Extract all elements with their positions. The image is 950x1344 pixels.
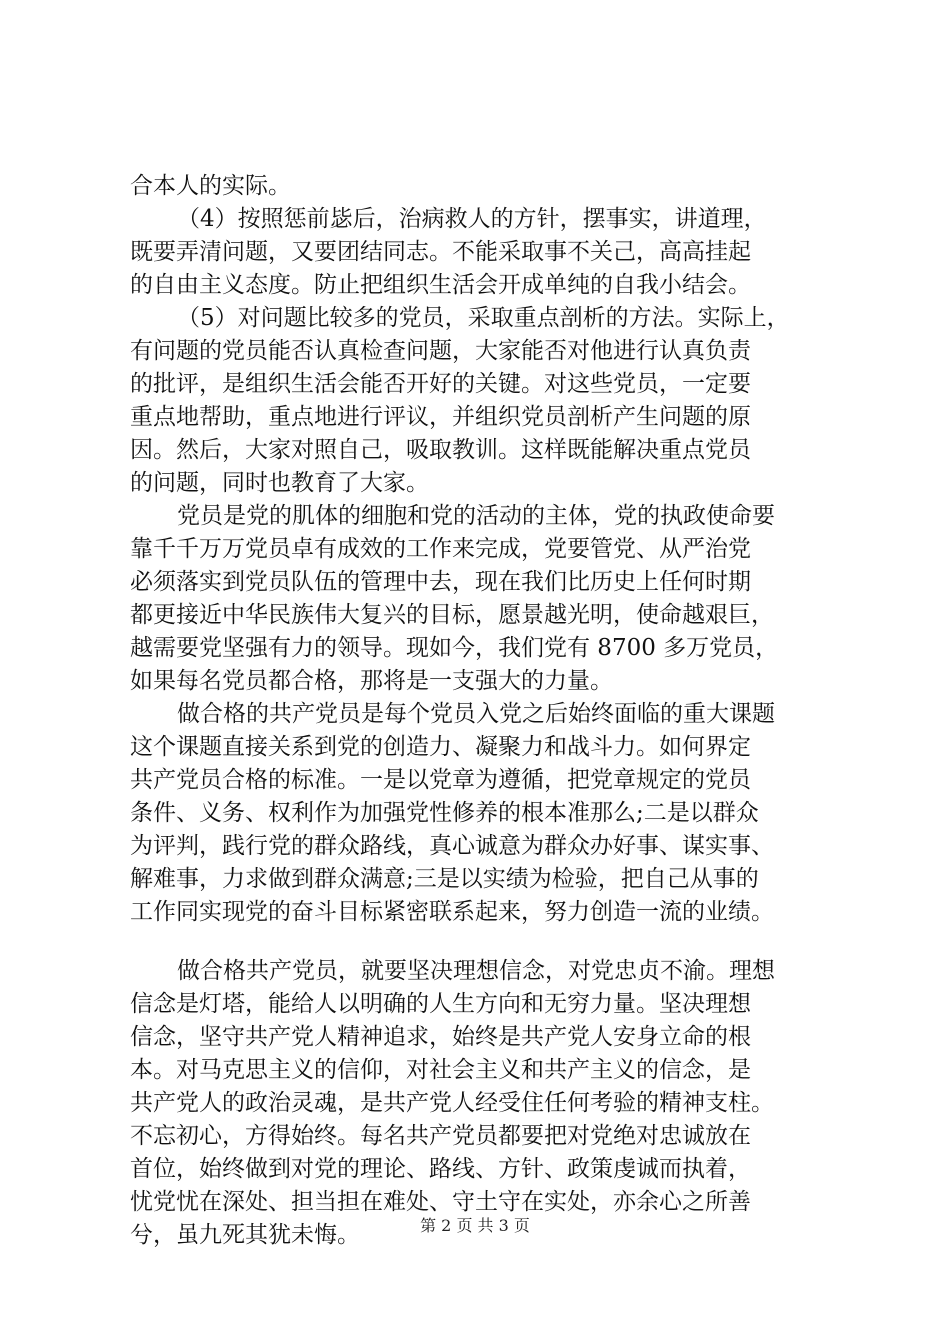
text-line: 因。然后，大家对照自己，吸取教训。这样既能解决重点党员 [130,437,751,463]
text-line: 必须落实到党员队伍的管理中去，现在我们比历史上任何时期 [130,569,751,595]
text-line: 共产党员合格的标准。一是以党章为遵循，把党章规定的党员 [130,767,751,793]
text-line: 的批评，是组织生活会能否开好的关键。对这些党员，一定要 [130,371,751,397]
paragraph-p-qualified [130,698,850,929]
text-line: 本。对马克思主义的信仰，对社会主义和共产主义的信念，是 [130,1057,751,1083]
text-line: 忧党忧在深处、担当担在难处、守土守在实处，亦余心之所善 [130,1189,751,1215]
text-line: 越需要党坚强有力的领导。现如今，我们党有 8700 多万党员， [130,635,779,661]
text-line: （5）对问题比较多的党员，采取重点剖析的方法。实际上， [177,305,790,331]
text-line: 解难事，力求做到群众满意;三是以实绩为检验，把自己从事的 [130,866,759,892]
paragraph-p-item-5 [130,302,850,500]
text-line: 都更接近中华民族伟大复兴的目标，愿景越光明，使命越艰巨， [130,602,774,628]
text-line: 做合格共产党员，就要坚决理想信念，对党忠贞不渝。理想 [177,958,775,984]
text-line: 为评判，践行党的群众路线，真心诚意为群众办好事、谋实事、 [130,833,774,859]
text-line: 既要弄清问题，又要团结同志。不能采取事不关己，高高挂起 [130,239,751,265]
text-line: 条件、义务、权利作为加强党性修养的根本准那么;二是以群众 [130,800,759,826]
text-line: 的问题，同时也教育了大家。 [130,470,429,496]
text-line: 这个课题直接关系到党的创造力、凝聚力和战斗力。如何界定 [130,734,751,760]
text-line: 信念是灯塔，能给人以明确的人生方向和无穷力量。坚决理想 [130,991,751,1017]
text-line: 合本人的实际。 [130,173,291,199]
text-line: 工作同实现党的奋斗目标紧密联系起来，努力创造一流的业绩。 [130,899,774,925]
body-text [130,170,850,1252]
text-line: 如果每名党员都合格，那将是一支强大的力量。 [130,668,613,694]
text-line: 首位，始终做到对党的理论、路线、方针、政策虔诚而执着， [130,1156,751,1182]
text-line: 做合格的共产党员是每个党员入党之后始终面临的重大课题 [177,701,775,727]
text-line: 有问题的党员能否认真检查问题，大家能否对他进行认真负责 [130,338,751,364]
text-line: 不忘初心，方得始终。每名共产党员都要把对党绝对忠诚放在 [130,1123,751,1149]
text-line: 的自由主义态度。防止把组织生活会开成单纯的自我小结会。 [130,272,751,298]
text-line: 兮，虽九死其犹未悔。 [130,1222,360,1248]
paragraph-gap [130,929,850,955]
text-line: （4）按照惩前毖后，治病救人的方针，摆事实，讲道理， [177,206,767,232]
paragraph-p-party-members [130,500,850,698]
text-line: 重点地帮助，重点地进行评议，并组织党员剖析产生问题的原 [130,404,751,430]
paragraph-p-item-4 [130,203,850,302]
page-footer: 第 2 页 共 3 页 [420,1216,530,1235]
paragraph-p-continued [130,170,850,203]
paragraph-p-ideals [130,955,850,1252]
text-line: 共产党人的政治灵魂，是共产党人经受住任何考验的精神支柱。 [130,1090,774,1116]
text-line: 信念，坚守共产党人精神追求，始终是共产党人安身立命的根 [130,1024,751,1050]
text-line: 党员是党的肌体的细胞和党的活动的主体，党的执政使命要 [177,503,775,529]
text-line: 靠千千万万党员卓有成效的工作来完成，党要管党、从严治党 [130,536,751,562]
